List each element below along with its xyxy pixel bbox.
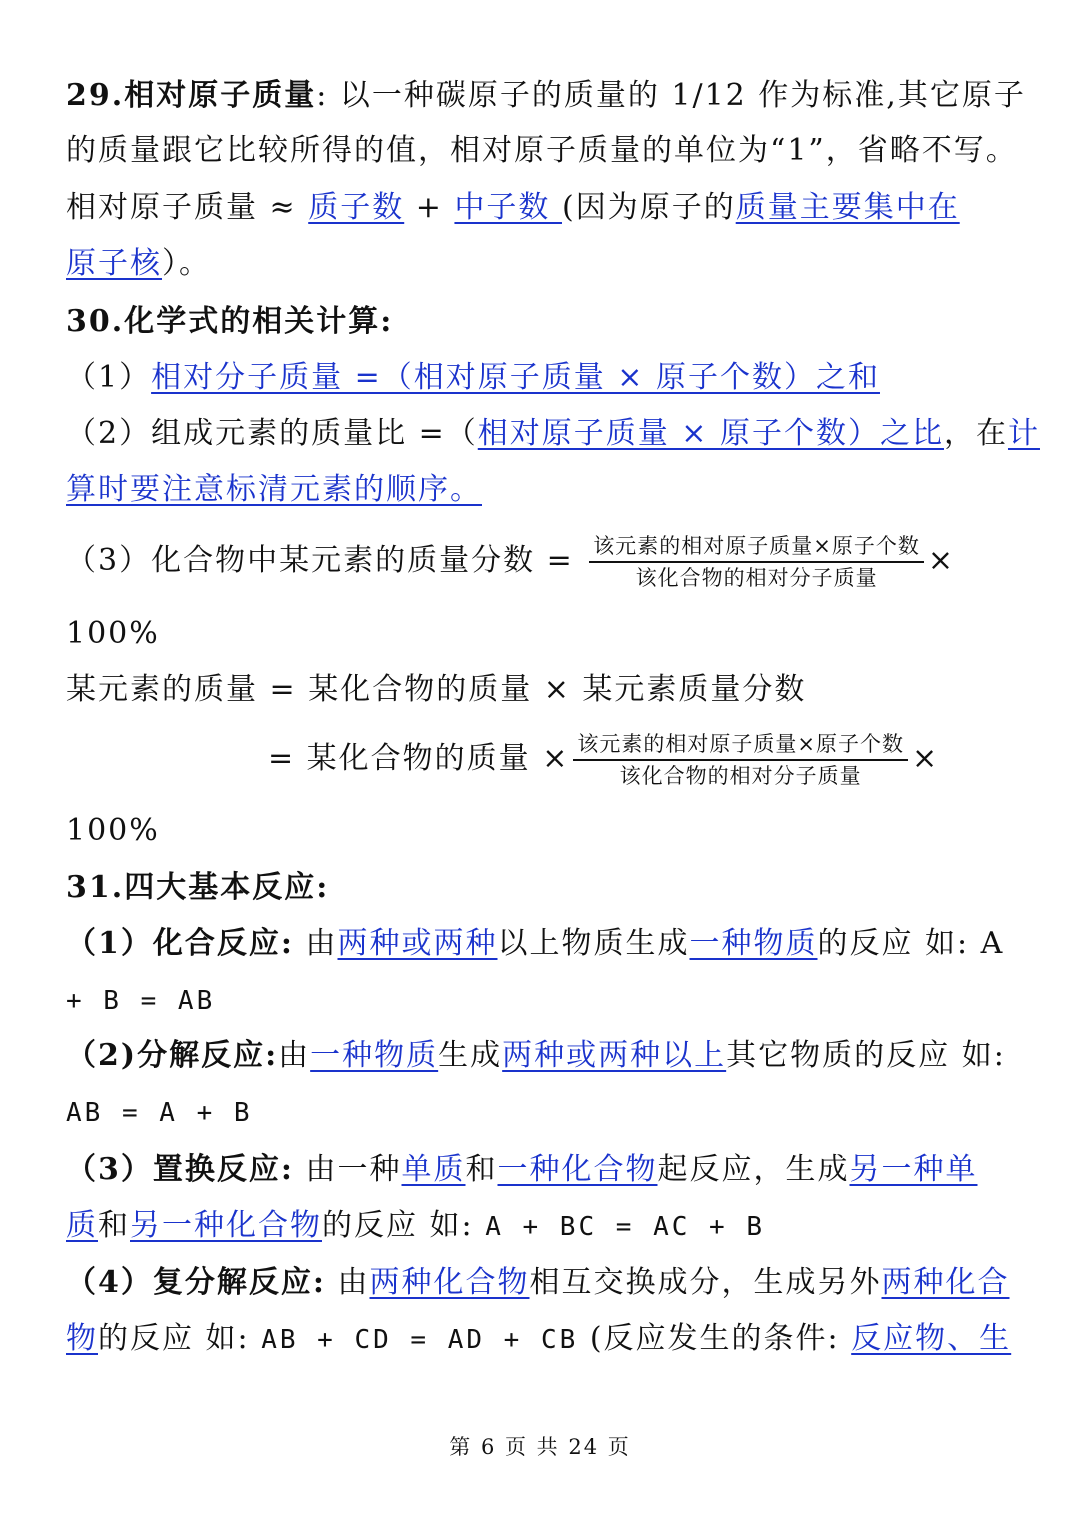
r2-text-a: 由 bbox=[278, 1038, 311, 1073]
s30-item-2-mid: ，在 bbox=[943, 416, 1008, 451]
r1-text-b: 以上物质生成 bbox=[497, 926, 690, 961]
s29-line-1 bbox=[66, 76, 1026, 116]
s31-r1-line-1 bbox=[66, 924, 1020, 964]
r3-text-c: 起反应，生成 bbox=[657, 1152, 850, 1187]
r3-text-a: 由一种 bbox=[293, 1152, 402, 1187]
s31-r4-line-2 bbox=[66, 1319, 1020, 1360]
r3-underline-4: 质 bbox=[66, 1208, 98, 1243]
s30-item-2-formula: 相对原子质量 × 原子个数）之比 bbox=[477, 416, 944, 451]
r1-underline-2: 一种物质 bbox=[689, 926, 818, 961]
r2-text-c: 其它物质的反应 如: bbox=[726, 1038, 1006, 1073]
r3-text-b: 和 bbox=[465, 1152, 498, 1187]
r4-text-c: 的反应 如: bbox=[98, 1321, 262, 1356]
times-sign: × bbox=[927, 543, 956, 578]
s30-item-2-line-2 bbox=[66, 470, 1020, 510]
r4-underline-2: 两种化合 bbox=[881, 1265, 1010, 1300]
s31-heading: 31.四大基本反应: bbox=[66, 870, 330, 905]
r4-text-d: (反应发生的条件: bbox=[578, 1321, 852, 1356]
s29-plus: + bbox=[404, 190, 455, 225]
r2-equation: AB = A + B bbox=[66, 1098, 253, 1128]
s30-hundred-percent: 100% bbox=[66, 616, 160, 651]
s30-item-1-formula: 相对分子质量 =（相对原子质量 × 原子个数）之和 bbox=[151, 360, 880, 395]
s29-line-2 bbox=[66, 131, 1020, 171]
r4-underline-4: 反应物、生 bbox=[851, 1321, 1012, 1356]
r3-text-d: 和 bbox=[98, 1208, 130, 1243]
r3-underline-2: 一种化合物 bbox=[497, 1152, 658, 1187]
s31-r4-line-1 bbox=[66, 1263, 1020, 1303]
s29-number: 29. bbox=[66, 78, 125, 113]
s30-item-1-prefix: （1） bbox=[66, 360, 152, 395]
s29-proton-link: 质子数 bbox=[308, 190, 405, 225]
s29-text-1: 以一种碳原子的质量的 1/12 作为标准,其它原子 bbox=[328, 78, 1026, 113]
s30-item-2 bbox=[66, 414, 1040, 454]
r2-label: （2)分解反应: bbox=[66, 1038, 279, 1073]
r3-underline-3: 另一种单 bbox=[849, 1152, 978, 1187]
s30-item-2-note-start: 计 bbox=[1007, 416, 1040, 451]
fraction-numerator: 该元素的相对原子质量×原子个数 bbox=[589, 531, 924, 563]
s30-item-1 bbox=[66, 358, 1020, 398]
r2-text-b: 生成 bbox=[438, 1038, 503, 1073]
mass-fraction-formula bbox=[589, 531, 924, 593]
fraction-2-denominator: 该化合物的相对分子质量 bbox=[619, 764, 862, 788]
s31-r2-line-1 bbox=[66, 1036, 1020, 1076]
s30-item-2-prefix: （2）组成元素的质量比 =（ bbox=[66, 416, 478, 451]
r4-label: （4）复分解反应: bbox=[66, 1265, 326, 1300]
s30-mass-line-2 bbox=[268, 726, 1020, 792]
r3-text-e: 的反应 如: bbox=[322, 1208, 486, 1243]
s30-hundred-percent-2: 100% bbox=[66, 813, 160, 848]
r4-underline-3: 物 bbox=[66, 1321, 98, 1356]
r1-label: （1）化合反应: bbox=[66, 926, 294, 961]
r1-underline-1: 两种或两种 bbox=[337, 926, 498, 961]
s30-item-2-note: 算时要注意标清元素的顺序。 bbox=[66, 472, 482, 507]
r2-underline-1: 一种物质 bbox=[310, 1038, 439, 1073]
s29-text-2: 的质量跟它比较所得的值，相对原子质量的单位为“1”，省略不写。 bbox=[66, 133, 1018, 168]
r3-underline-5: 另一种化合物 bbox=[130, 1208, 322, 1243]
r3-equation: A + BC = AC + B bbox=[485, 1212, 765, 1242]
s29-neutron-link: 中子数 bbox=[454, 190, 562, 225]
s29-colon: : bbox=[316, 78, 329, 113]
r4-equation: AB + CD = AD + CB bbox=[261, 1325, 579, 1355]
s29-nucleus: 原子核 bbox=[66, 246, 162, 281]
s29-title: 相对原子质量 bbox=[124, 78, 317, 113]
s29-line-4 bbox=[66, 244, 1020, 284]
s31-r3-line-1 bbox=[66, 1150, 1020, 1190]
s30-item-3 bbox=[66, 528, 1020, 594]
s29-formula-label: 相对原子质量 ≈ bbox=[66, 190, 309, 225]
s31-r1-line-2 bbox=[66, 980, 1020, 1021]
fraction-denominator: 该化合物的相对分子质量 bbox=[635, 566, 878, 590]
r4-text-a: 由 bbox=[325, 1265, 370, 1300]
r4-text-b: 相互交换成分，生成另外 bbox=[529, 1265, 882, 1300]
s30-item-3-prefix: （3）化合物中某元素的质量分数 = bbox=[66, 543, 586, 578]
s30-heading: 30.化学式的相关计算: bbox=[66, 304, 394, 339]
s30-mass-line-2-prefix: = 某化合物的质量 × bbox=[268, 741, 570, 776]
s30-mass-line: 某元素的质量 = 某化合物的质量 × 某元素质量分数 bbox=[66, 672, 807, 707]
r2-underline-2: 两种或两种以上 bbox=[502, 1038, 727, 1073]
fraction-2-numerator: 该元素的相对原子质量×原子个数 bbox=[573, 729, 908, 761]
r3-underline-1: 单质 bbox=[401, 1152, 466, 1187]
r1-text-c: 的反应 如: A bbox=[817, 926, 1005, 961]
s29-line-3 bbox=[66, 188, 1020, 228]
r1-text-a: 由 bbox=[293, 926, 338, 961]
s29-mass-concentrated: 质量主要集中在 bbox=[735, 190, 960, 225]
r1-equation: + B = AB bbox=[66, 986, 216, 1016]
r3-label: （3）置换反应: bbox=[66, 1152, 294, 1187]
page-footer: 第 6 页 共 24 页 bbox=[449, 1435, 631, 1459]
s31-r2-line-2 bbox=[66, 1092, 1020, 1133]
s31-r3-line-2 bbox=[66, 1206, 1020, 1247]
s29-end: ）。 bbox=[162, 246, 211, 281]
mass-fraction-formula-2 bbox=[573, 729, 908, 791]
times-sign-2: × bbox=[911, 741, 940, 776]
s29-paren-text: (因为原子的 bbox=[561, 190, 736, 225]
r4-underline-1: 两种化合物 bbox=[369, 1265, 530, 1300]
